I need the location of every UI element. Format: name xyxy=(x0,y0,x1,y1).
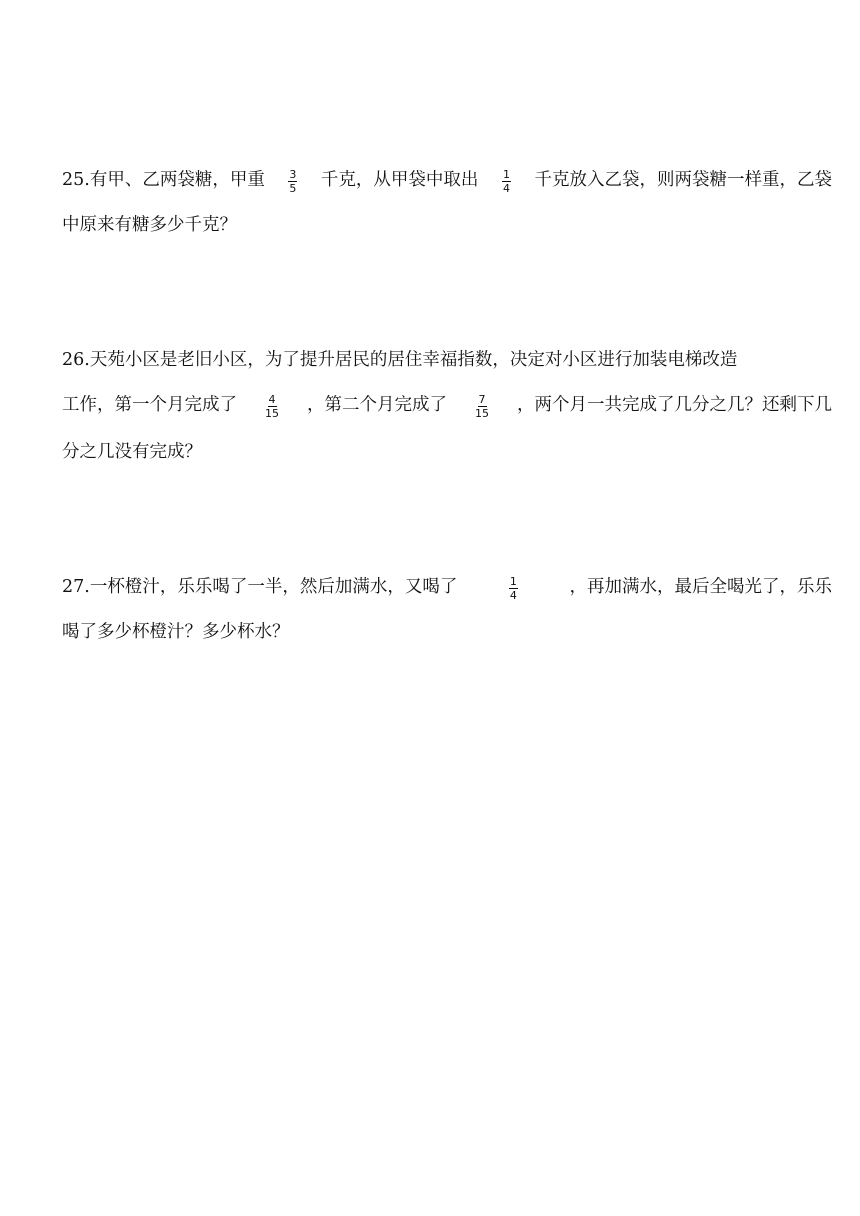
problem-text: ，两个月一共完成了几分之几？还剩下几 xyxy=(517,395,832,416)
fraction xyxy=(509,576,518,601)
problem-text: 26.天苑小区是老旧小区，为了提升居民的居住幸福指数，决定对小区进行加装电梯改造 xyxy=(62,350,738,371)
fraction-numerator: 7 xyxy=(478,392,486,406)
fraction xyxy=(474,394,490,419)
problem-text: 中原来有糖多少千克？ xyxy=(62,215,237,236)
problem-26-line-3 xyxy=(62,440,202,466)
fraction xyxy=(264,394,280,419)
problem-27-line-1 xyxy=(62,575,832,601)
fraction-numerator: 1 xyxy=(509,574,517,588)
problem-text: ，再加满水，最后全喝光了，乐乐 xyxy=(569,577,832,598)
fraction-numerator: 4 xyxy=(268,392,276,406)
fraction-denominator: 5 xyxy=(289,181,297,195)
fraction-denominator: 4 xyxy=(502,181,510,195)
fraction-denominator: 15 xyxy=(475,406,489,420)
fraction-numerator: 3 xyxy=(289,167,297,181)
fraction-denominator: 15 xyxy=(265,406,279,420)
problem-text: 分之几没有完成？ xyxy=(62,442,202,463)
fraction-denominator: 4 xyxy=(509,588,517,602)
problem-text: 千克放入乙袋，则两袋糖一样重，乙袋 xyxy=(534,170,832,191)
problem-text: 喝了多少杯橙汁？多少杯水？ xyxy=(62,622,290,643)
problem-26-line-2 xyxy=(62,393,832,419)
problem-25-line-1 xyxy=(62,168,832,194)
fraction xyxy=(288,169,297,194)
fraction-numerator: 1 xyxy=(502,167,510,181)
problem-text: 工作，第一个月完成了 xyxy=(62,395,237,416)
problem-26-line-1 xyxy=(62,348,832,374)
problem-27-line-2 xyxy=(62,620,290,646)
problem-25-line-2 xyxy=(62,213,237,239)
problem-text: 27.一杯橙汁，乐乐喝了一半，然后加满水，又喝了 xyxy=(62,577,458,598)
problem-text: 千克，从甲袋中取出 xyxy=(320,170,479,191)
fraction xyxy=(502,169,511,194)
problem-text: 25.有甲、乙两袋糖，甲重 xyxy=(62,170,265,191)
problem-text: ，第二个月完成了 xyxy=(307,395,447,416)
